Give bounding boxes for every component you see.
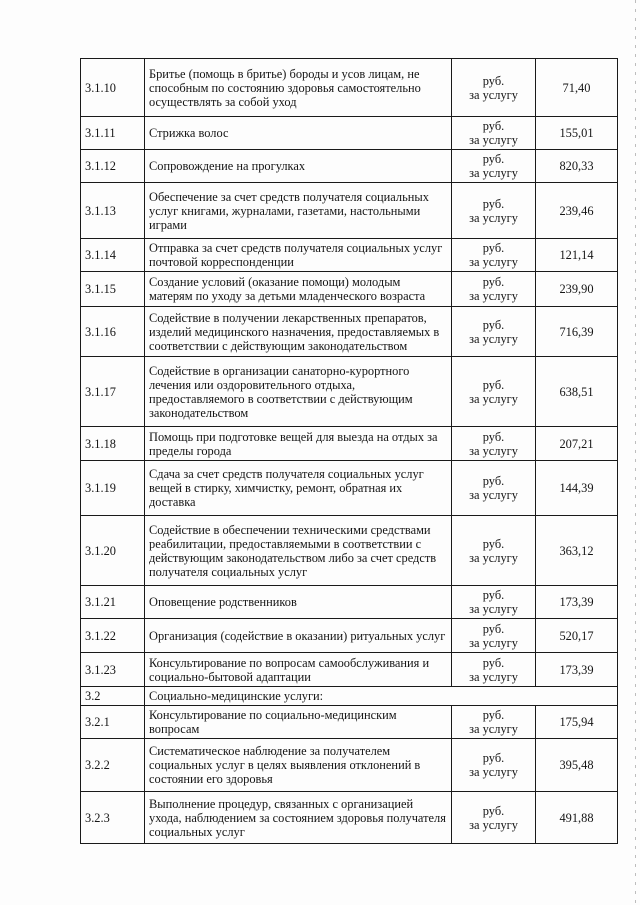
service-unit (452, 357, 536, 427)
service-name: Организация (содействие в оказании) ритуальных услуг (145, 619, 452, 653)
service-price: 121,14 (536, 239, 618, 272)
service-price: 173,39 (536, 653, 618, 687)
service-price: 71,40 (536, 59, 618, 117)
unit-per-service: за услугу (469, 817, 518, 832)
service-unit (452, 59, 536, 117)
service-unit (452, 150, 536, 183)
service-price: 820,33 (536, 150, 618, 183)
unit-per-service: за услугу (469, 255, 518, 269)
service-price: 638,51 (536, 357, 618, 427)
unit-per-service: за услугу (469, 289, 518, 303)
service-unit (452, 792, 536, 844)
unit-currency: руб. (482, 275, 505, 289)
service-name: Систематическое наблюдение за получателем социальных услуг в целях выявления отклонений в состоянии его здоровья (145, 739, 452, 792)
table-row (81, 653, 618, 687)
service-name: Стрижка волос (145, 117, 452, 150)
unit-currency: руб. (482, 73, 505, 88)
unit-currency: руб. (482, 119, 505, 133)
service-price: 144,39 (536, 461, 618, 516)
service-code: 3.1.12 (81, 150, 145, 183)
unit-per-service: за услугу (469, 635, 518, 650)
unit-per-service: за услугу (469, 765, 518, 779)
section-header-row (81, 687, 618, 706)
service-unit (452, 619, 536, 653)
service-unit (452, 516, 536, 586)
service-code: 3.1.16 (81, 307, 145, 357)
service-code: 3.1.11 (81, 117, 145, 150)
unit-per-service: за услугу (469, 722, 518, 736)
table-row (81, 59, 618, 117)
table-row (81, 239, 618, 272)
service-price: 155,01 (536, 117, 618, 150)
service-price: 363,12 (536, 516, 618, 586)
table-row (81, 516, 618, 586)
service-name: Отправка за счет средств получателя социальных услуг почтовой корреспонденции (145, 239, 452, 272)
service-name: Помощь при подготовке вещей для выезда на отдых за пределы города (145, 427, 452, 461)
service-price: 716,39 (536, 307, 618, 357)
service-unit (452, 653, 536, 687)
unit-per-service: за услугу (469, 550, 518, 565)
service-code: 3.2.3 (81, 792, 145, 844)
table-row (81, 117, 618, 150)
service-name: Содействие в обеспечении техническими средствами реабилитации, предоставляемыми в соответствии с действующим законодательством либо за счет средств получателя социальных услуг (145, 516, 452, 586)
service-price: 520,17 (536, 619, 618, 653)
unit-currency: руб. (482, 377, 505, 392)
unit-currency: руб. (482, 474, 505, 488)
service-unit (452, 117, 536, 150)
service-code: 3.1.15 (81, 272, 145, 307)
table-row (81, 706, 618, 739)
table-row (81, 792, 618, 844)
unit-per-service: за услугу (469, 391, 518, 406)
unit-currency: руб. (482, 241, 505, 255)
service-code: 3.1.19 (81, 461, 145, 516)
service-name: Содействие в организации санаторно-курортного лечения или оздоровительного отдыха, предоставляемого в соответствии с действующим законодательством (145, 357, 452, 427)
table-row (81, 427, 618, 461)
service-code: 3.1.22 (81, 619, 145, 653)
unit-currency: руб. (482, 196, 505, 211)
unit-per-service: за услугу (469, 488, 518, 502)
unit-per-service: за услугу (469, 210, 518, 225)
table-row (81, 357, 618, 427)
service-price: 491,88 (536, 792, 618, 844)
section-title: Социально-медицинские услуги: (145, 687, 618, 706)
service-price: 175,94 (536, 706, 618, 739)
unit-per-service: за услугу (469, 669, 518, 684)
service-code: 3.1.18 (81, 427, 145, 461)
service-code: 3.1.20 (81, 516, 145, 586)
service-name: Обеспечение за счет средств получателя социальных услуг книгами, журналами, газетами, настольными играми (145, 183, 452, 239)
service-name: Выполнение процедур, связанных с организацией ухода, наблюдением за состоянием здоровья получателя социальных услуг (145, 792, 452, 844)
service-code: 3.1.17 (81, 357, 145, 427)
service-name: Сопровождение на прогулках (145, 150, 452, 183)
service-code: 3.1.10 (81, 59, 145, 117)
service-code: 3.1.14 (81, 239, 145, 272)
unit-per-service: за услугу (469, 87, 518, 102)
service-price: 395,48 (536, 739, 618, 792)
service-code: 3.2.2 (81, 739, 145, 792)
unit-per-service: за услугу (469, 166, 518, 180)
unit-currency: руб. (482, 803, 505, 818)
service-unit (452, 739, 536, 792)
service-code: 3.2.1 (81, 706, 145, 739)
service-unit (452, 586, 536, 619)
service-name: Консультирование по социально-медицинским вопросам (145, 706, 452, 739)
unit-per-service: за услугу (469, 133, 518, 147)
service-name: Содействие в получении лекарственных препаратов, изделий медицинского назначения, предоставляемых в соответствии с действующим законодательством (145, 307, 452, 357)
table-row (81, 586, 618, 619)
service-unit (452, 239, 536, 272)
unit-per-service: за услугу (469, 443, 518, 458)
service-name: Бритье (помощь в бритье) бороды и усов лицам, не способным по состоянию здоровья самостоятельно осуществлять за собой уход (145, 59, 452, 117)
unit-currency: руб. (482, 621, 505, 636)
unit-currency: руб. (482, 708, 505, 722)
service-unit (452, 427, 536, 461)
table-row (81, 272, 618, 307)
service-price: 239,90 (536, 272, 618, 307)
unit-currency: руб. (482, 152, 505, 166)
scan-edge-mark (635, 0, 636, 905)
service-unit (452, 706, 536, 739)
service-name: Консультирование по вопросам самообслуживания и социально-бытовой адаптации (145, 653, 452, 687)
service-code: 3.1.21 (81, 586, 145, 619)
service-unit (452, 272, 536, 307)
table-row (81, 619, 618, 653)
service-price: 207,21 (536, 427, 618, 461)
service-unit (452, 183, 536, 239)
service-code: 3.1.23 (81, 653, 145, 687)
service-name: Оповещение родственников (145, 586, 452, 619)
table-row (81, 150, 618, 183)
unit-currency: руб. (482, 655, 505, 670)
services-price-table (80, 58, 618, 844)
unit-currency: руб. (482, 317, 505, 332)
service-unit (452, 307, 536, 357)
service-price: 239,46 (536, 183, 618, 239)
unit-per-service: за услугу (469, 602, 518, 616)
table-row (81, 307, 618, 357)
unit-currency: руб. (482, 588, 505, 602)
table-row (81, 739, 618, 792)
service-unit (452, 461, 536, 516)
service-price: 173,39 (536, 586, 618, 619)
unit-currency: руб. (482, 429, 505, 444)
service-name: Сдача за счет средств получателя социальных услуг вещей в стирку, химчистку, ремонт, обратная их доставка (145, 461, 452, 516)
unit-currency: руб. (482, 751, 505, 765)
table-row (81, 461, 618, 516)
service-name: Создание условий (оказание помощи) молодым матерям по уходу за детьми младенческого возраста (145, 272, 452, 307)
section-code: 3.2 (81, 687, 145, 706)
service-code: 3.1.13 (81, 183, 145, 239)
table-row (81, 183, 618, 239)
unit-currency: руб. (482, 536, 505, 551)
unit-per-service: за услугу (469, 331, 518, 346)
